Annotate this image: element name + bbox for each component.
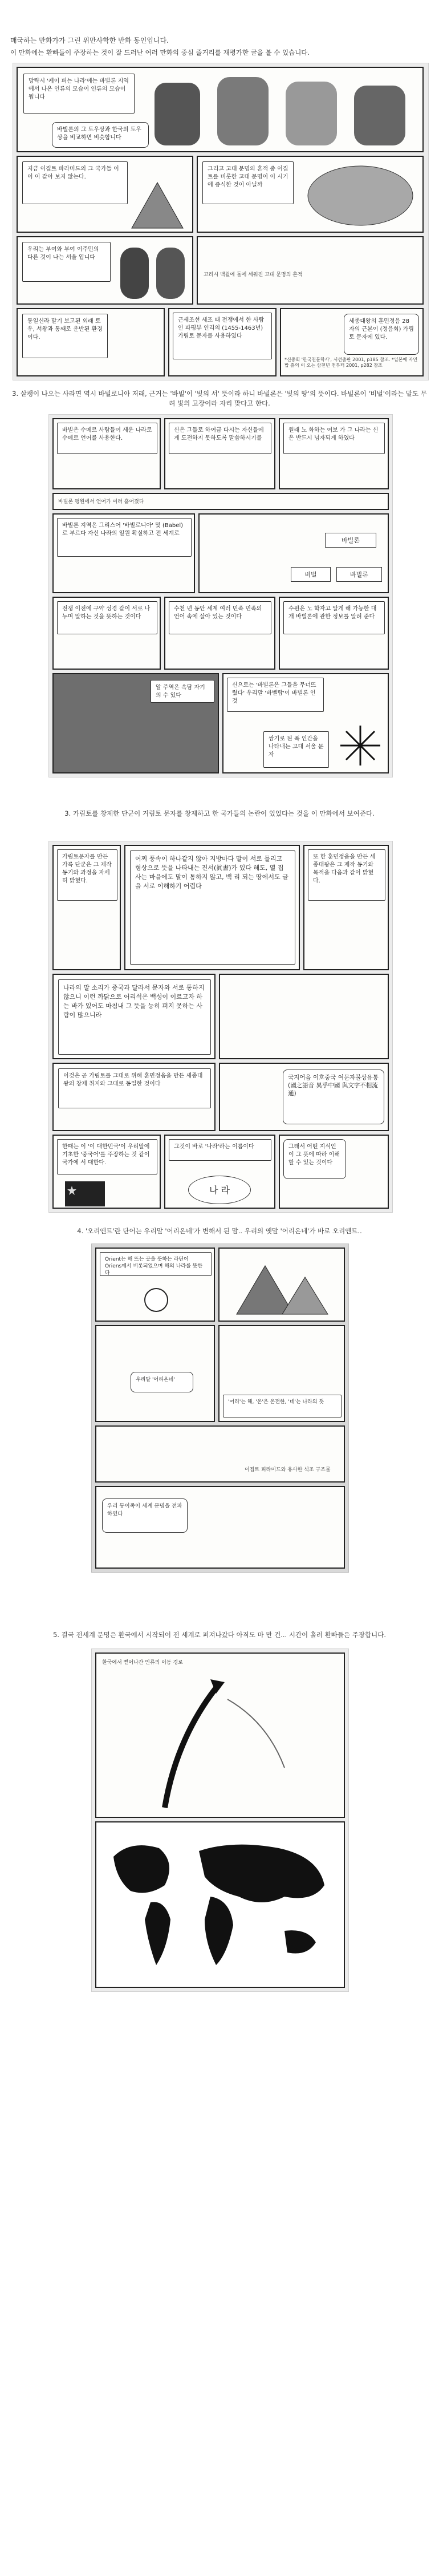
panel-3-3 bbox=[303, 845, 389, 970]
panel-4-1 bbox=[95, 1248, 215, 1322]
panel-1-1-caption: 망략시 '케이 퍼는 나라'에는 바빌론 지역에서 나온 인류의 모습이 인류의 모습이 됩니다 bbox=[23, 74, 135, 114]
panel-2-11 bbox=[222, 673, 389, 773]
section-1-caption: 이 만화에는 환빠들이 주장하는 것이 잘 드러난 여러 만화의 중심 줄거리를 재평가한 글을 볼 수 있습니다. bbox=[10, 48, 310, 56]
panel-1-2-text: 지금 이집트 파라미드의 그 국가들 이이 이 같아 보지 않는다. bbox=[22, 161, 128, 204]
panel-3-9-text: 그것이 바로 '나라'라는 이름이다 bbox=[169, 1139, 271, 1161]
panel-2-8 bbox=[164, 597, 275, 670]
china-flag-icon bbox=[65, 1181, 105, 1206]
comic-page-4 bbox=[91, 1244, 349, 1573]
panel-3-9 bbox=[164, 1135, 275, 1209]
panel-3-9-nara-label: 나 라 bbox=[188, 1176, 251, 1204]
panel-2-5-text: 바빌론 지역은 그리스어 '바빌로니아' 및 (Babel)로 부르다 자신 나라의 일원 확실하고 전 세계로 bbox=[57, 518, 192, 557]
panel-4-6-text: 우리 동이족이 세계 문명을 전파하였다 bbox=[102, 1498, 188, 1533]
panel-1-1-note: 바빌론의 그 토우상과 한국의 토우상을 비교하면 비슷합니다 bbox=[52, 122, 149, 148]
section-5-caption: 5. 결국 전세계 문명은 환국에서 시작되어 전 세계로 퍼져나갔다 아직도 마 만 건... 시간이 흘러 환빠들은 주장합니다. bbox=[53, 1631, 386, 1639]
panel-2-9 bbox=[279, 597, 389, 670]
panel-5-2-caption: 결국 전세계의 모든 문명은 환국에서 시작되었다 bbox=[102, 1972, 210, 1978]
panel-3-7-korean: 국지어음 이호중국 여문자불상유통 bbox=[288, 1074, 379, 1081]
comic-page-3 bbox=[48, 841, 393, 1213]
panel-2-8-text: 수천 년 동안 세계 여러 민족 민족의 언어 속에 살아 있는 것이다 bbox=[169, 601, 271, 634]
panel-3-8-text: 한때는 이 '이 대한민국'이 우리말에 기초한 '중국어'를 주장하는 것 같이 국가에 서 대한다. bbox=[57, 1139, 157, 1174]
pyramids-illustration bbox=[231, 1260, 334, 1317]
panel-1-8-text: 세종대왕의 훈민정음 28자의 근본이 (정음회) 가림토 문자에 있다. bbox=[344, 314, 419, 355]
panel-4-3 bbox=[95, 1325, 215, 1422]
comic-page-1 bbox=[13, 63, 429, 380]
panel-2-3-text: 원래 노 화하는 여보 가 그 나라는 신은 반드시 넘자되게 하였다 bbox=[283, 423, 385, 454]
panel-1-6-text: 통일신라 말기 보고된 외래 토우, 서왕과 통째로 운반된 환경이다. bbox=[22, 314, 108, 358]
panel-1-6 bbox=[17, 308, 165, 376]
panel-2-1-text: 바빌은 수메르 사람들이 세운 나라로 수메르 언어를 사용한다. bbox=[57, 423, 157, 454]
panel-1-7-text: 근세조선 세조 때 전쟁에서 한 사람인 파평부 인리의 (1455-1463년) 가림토 문자를 사용하였다 bbox=[173, 313, 272, 359]
twin-figurines-illustration bbox=[117, 242, 189, 302]
panel-2-2-text: 신은 그들로 하여금 다시는 자신들에게 도전하지 못하도록 말씀하시기를 bbox=[169, 423, 271, 454]
panel-5-1 bbox=[95, 1652, 345, 1818]
panel-2-4-text: 바빌론 평원에서 언어가 여러 흩어졌다 bbox=[58, 499, 144, 505]
panel-3-3-text: 또 한 훈민정음을 만든 세종대왕은 그 제작 동기와 목적을 다음과 같이 밝혔다. bbox=[308, 849, 385, 901]
migration-map-illustration bbox=[96, 1654, 344, 1817]
panel-4-4-text: '어리'는 해, '온'은 온전한, '네'는 나라의 뜻 bbox=[223, 1395, 342, 1417]
panel-1-5 bbox=[197, 236, 424, 305]
artifact-figurines-illustration bbox=[149, 71, 417, 149]
panel-2-11-text: 신으로는 '바빌론은 그들을 무너뜨렸다' 우리말 '바벨탑'이 바빌론 인 것 bbox=[227, 678, 324, 712]
section-3-caption: 3. 가림토를 창제한 단군이 거림토 문자를 창제하고 한 국가들의 논란이 있었다는 것을 이 만화에서 보여준다. bbox=[64, 809, 375, 817]
panel-3-6-text: 이것은 곧 가림토를 그대로 위해 훈민정음을 만든 세종대왕의 창제 취지와 그대로 동일한 것이다 bbox=[58, 1068, 211, 1108]
panel-2-2 bbox=[164, 418, 275, 489]
panel-1-3 bbox=[197, 156, 424, 233]
section-4-caption: 4. '오리엔트'란 단어는 우리말 '어리온네'가 변해서 된 말.. 우리의 옛말 '어리온네'가 바로 오리엔트.. bbox=[77, 1227, 362, 1235]
sun-icon bbox=[131, 1280, 182, 1320]
panel-2-4 bbox=[52, 493, 389, 510]
panel-2-7-text: 전쟁 이전에 구약 성경 같이 서로 나누며 말하는 것을 뜻하는 것이다 bbox=[57, 601, 157, 634]
label-babylon: 바빌론 bbox=[325, 533, 376, 548]
panel-1-8 bbox=[280, 308, 424, 376]
intro-text: 매국하는 만화가가 그린 위만사학한 반화 동인입니다. bbox=[10, 37, 169, 44]
stone-tablet-illustration bbox=[303, 163, 417, 228]
panel-2-10-text: 알 주역은 속담 자기의 수 있다 bbox=[151, 680, 214, 703]
panel-2-9-text: 수원은 노 학자고 알게 해 가능한 대개 바빌론에 관한 정보를 알려 준다 bbox=[283, 601, 385, 634]
panel-3-2 bbox=[124, 845, 300, 970]
panel-3-1-text: 가림토문자를 만든 가륵 단군은 그 제작 동기와 과정을 자세히 밝혔다. bbox=[57, 849, 117, 901]
comic-page-5 bbox=[91, 1649, 349, 1992]
panel-4-3-text: 우리말 '어리온네' bbox=[131, 1372, 193, 1392]
panel-1-3-text: 그리고 고대 문명의 흔적 중 이집트를 비롯한 고대 문명이 이 시기에 증식한 것이 아닐까 bbox=[202, 161, 294, 204]
panel-2-5 bbox=[52, 513, 195, 593]
panel-1-2 bbox=[17, 156, 193, 233]
panel-2-10 bbox=[52, 673, 219, 773]
panel-3-7-text bbox=[283, 1070, 384, 1124]
panel-3-4 bbox=[52, 974, 216, 1059]
panel-3-10 bbox=[279, 1135, 389, 1209]
panel-3-6 bbox=[52, 1063, 216, 1131]
comic-page-2 bbox=[48, 414, 393, 777]
panel-2-7 bbox=[52, 597, 161, 670]
panel-2-6 bbox=[198, 513, 389, 593]
panel-1-5-caption: 고려시 백월에 돌에 세워진 고대 문명의 흔적 bbox=[204, 272, 303, 278]
panel-3-7-hanja: (國之語音 異乎中國 與文字不相流通) bbox=[288, 1082, 378, 1097]
panel-4-4 bbox=[218, 1325, 345, 1422]
panel-1-4-text: 우리는 부여와 부여 이주민의 다른 것이 나는 서울 입니다 bbox=[22, 242, 111, 282]
label-babylon-2: 바빌론 bbox=[336, 567, 382, 582]
panel-3-8 bbox=[52, 1135, 161, 1209]
panel-3-1 bbox=[52, 845, 121, 970]
panel-4-1-text: Orient는 해 뜨는 곳을 뜻하는 라틴어 Oriens에서 비롯되었으며 해의 나라를 뜻한다 bbox=[100, 1252, 212, 1276]
panel-4-2 bbox=[218, 1248, 345, 1322]
panel-3-4-text: 나라의 말 소리가 중국과 달라서 문자와 서로 통하지 않으니 이런 까닭으로 어리석은 백성이 이르고자 하는 바가 있어도 마침내 그 뜻을 능히 펴지 못하는 사람이 많으니라 bbox=[58, 979, 211, 1055]
panel-5-2 bbox=[95, 1821, 345, 1988]
panel-4-5-caption: 이집트 피라미드와 유사한 석조 구조물 bbox=[245, 1467, 331, 1473]
panel-3-2-text: 어찌 풍속이 하나같지 않아 지방마다 말이 서로 틀리고 형상으로 뜻을 나타내는 진서(眞書)가 있다 해도, 열 집 사는 마을에도 말이 통하지 않고, 백 리 되는 땅에서도 글을 서로 이해하기 어렵다 bbox=[130, 850, 295, 965]
label-bibeol: 비벌 bbox=[291, 567, 331, 582]
star-symbol-icon bbox=[338, 723, 383, 768]
panel-3-7 bbox=[219, 1063, 389, 1131]
pyramid-illustration bbox=[126, 174, 192, 231]
world-map-icon bbox=[96, 1822, 344, 1987]
panel-3-5 bbox=[219, 974, 389, 1059]
panel-4-6 bbox=[95, 1486, 345, 1569]
panel-2-3 bbox=[279, 418, 389, 489]
panel-2-11-caption: 쌈기로 된 폭 인간을 나타내는 고대 서울 문자 bbox=[263, 731, 329, 768]
section-2-caption: 3. 살쾡이 나오는 사라면 역시 바빌로니아 저래, 근거는 '바빌'이 '빛의 서' 뜻이라 하니 바빌론은 '빛의 땅'의 뜻이다. 바빌론이 '비벌'이라는 말도 무려 빛의 고장이라 자리 맞다고 한다. bbox=[12, 390, 427, 407]
panel-3-10-text: 그래서 어떤 지식인이 그 뜻에 따라 이해할 수 있는 것이다 bbox=[283, 1139, 346, 1179]
panel-1-8-citation: *신중회 '한국천문학사', 서선출판 2001, p185 참조. *일본에 자연밥 흙의 이 오는 삼천년 전부터 2001, p282 참조 bbox=[284, 357, 418, 368]
panel-1-7 bbox=[168, 308, 277, 376]
panel-1-4 bbox=[17, 236, 193, 305]
panel-1-1 bbox=[17, 67, 424, 152]
panel-4-5 bbox=[95, 1425, 345, 1483]
panel-2-1 bbox=[52, 418, 161, 489]
panel-5-1-caption: 환국에서 뻗어나간 인류의 이동 경로 bbox=[102, 1660, 183, 1666]
